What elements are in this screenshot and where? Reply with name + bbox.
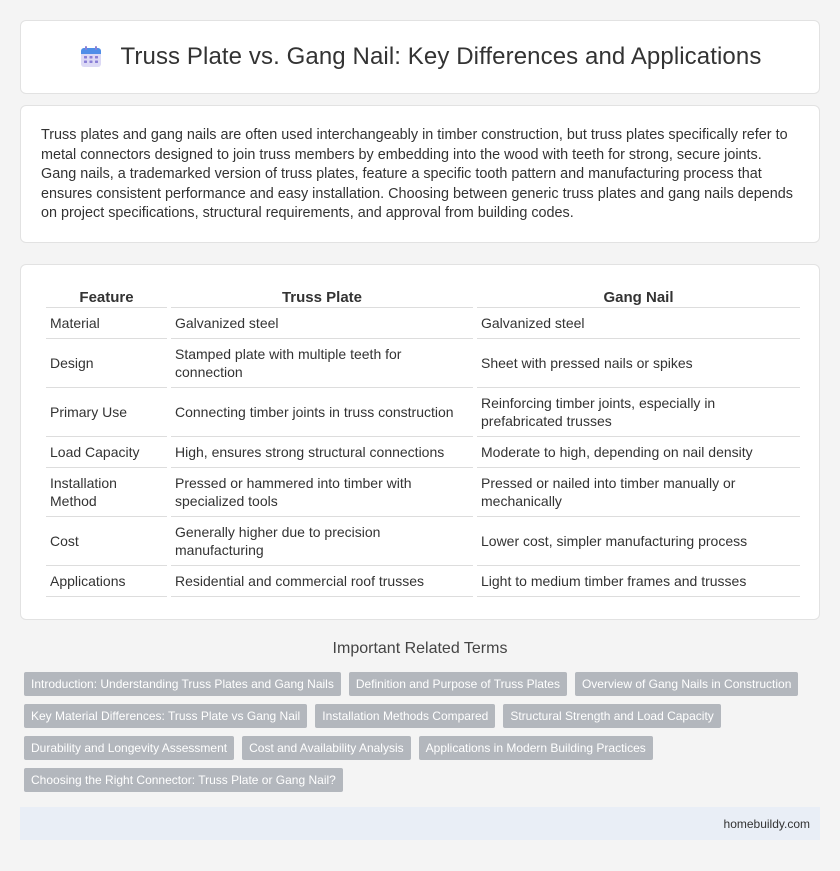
- table-row: [46, 308, 800, 339]
- row-truss-plate: Galvanized steel: [171, 308, 473, 339]
- table-row: [46, 437, 800, 468]
- row-feature: Cost: [46, 517, 167, 566]
- related-term-link[interactable]: Cost and Availability Analysis: [242, 736, 411, 760]
- row-truss-plate: Pressed or hammered into timber with specialized tools: [171, 468, 473, 517]
- related-terms-title: Important Related Terms: [332, 640, 508, 657]
- header-feature: Feature: [46, 285, 167, 308]
- intro-text: Truss plates and gang nails are often used interchangeably in timber construction, but truss plates specifically refer to metal connectors designed to join truss members by embedding into the wood with teeth for strong, secure joints. Gang nails, a trademarked version of truss plates, feature a specific tooth pattern and manufacturing process that ensures consistent performance and easy installation. Choosing between generic truss plates and gang nails depends on project specifications, structural requirements, and approval from building codes.: [41, 127, 793, 221]
- table-row: [46, 468, 800, 517]
- intro-card: [20, 105, 820, 243]
- table-row: [46, 388, 800, 437]
- calendar-icon: [79, 45, 103, 69]
- related-term-link[interactable]: Structural Strength and Load Capacity: [503, 704, 720, 728]
- related-term-link[interactable]: Overview of Gang Nails in Construction: [575, 672, 798, 696]
- row-feature: Material: [46, 308, 167, 339]
- comparison-table-card: [20, 264, 820, 620]
- row-gang-nail: Light to medium timber frames and trusses: [477, 566, 800, 597]
- row-gang-nail: Galvanized steel: [477, 308, 800, 339]
- row-truss-plate: Stamped plate with multiple teeth for connection: [171, 339, 473, 388]
- header-gang-nail: Gang Nail: [477, 285, 800, 308]
- related-term-link[interactable]: Definition and Purpose of Truss Plates: [349, 672, 567, 696]
- row-gang-nail: Pressed or nailed into timber manually or mechanically: [477, 468, 800, 517]
- header-inner: [79, 43, 762, 71]
- row-feature: Primary Use: [46, 388, 167, 437]
- table-row: [46, 566, 800, 597]
- header-truss-plate: Truss Plate: [171, 285, 473, 308]
- related-term-link[interactable]: Applications in Modern Building Practices: [419, 736, 653, 760]
- footer: [20, 807, 820, 840]
- related-term-link[interactable]: Durability and Longevity Assessment: [24, 736, 234, 760]
- row-feature: Installation Method: [46, 468, 167, 517]
- row-gang-nail: Moderate to high, depending on nail density: [477, 437, 800, 468]
- row-truss-plate: Residential and commercial roof trusses: [171, 566, 473, 597]
- table-row: [46, 339, 800, 388]
- row-feature: Load Capacity: [46, 437, 167, 468]
- related-term-link[interactable]: Key Material Differences: Truss Plate vs Gang Nail: [24, 704, 307, 728]
- row-truss-plate: Connecting timber joints in truss construction: [171, 388, 473, 437]
- row-gang-nail: Reinforcing timber joints, especially in prefabricated trusses: [477, 388, 800, 437]
- footer-site-link[interactable]: homebuildy.com: [723, 816, 810, 831]
- row-truss-plate: Generally higher due to precision manufacturing: [171, 517, 473, 566]
- row-feature: Applications: [46, 566, 167, 597]
- related-term-link[interactable]: Introduction: Understanding Truss Plates and Gang Nails: [24, 672, 341, 696]
- row-feature: Design: [46, 339, 167, 388]
- page-title: Truss Plate vs. Gang Nail: Key Differences and Applications: [120, 43, 762, 70]
- table-header-row: [46, 285, 800, 308]
- row-truss-plate: High, ensures strong structural connections: [171, 437, 473, 468]
- row-gang-nail: Sheet with pressed nails or spikes: [477, 339, 800, 388]
- header-card: [20, 20, 820, 94]
- comparison-table: [42, 285, 804, 597]
- related-term-link[interactable]: Choosing the Right Connector: Truss Plate or Gang Nail?: [24, 768, 343, 792]
- related-term-link[interactable]: Installation Methods Compared: [315, 704, 495, 728]
- row-gang-nail: Lower cost, simpler manufacturing process: [477, 517, 800, 566]
- table-row: [46, 517, 800, 566]
- related-terms-list: [24, 672, 814, 792]
